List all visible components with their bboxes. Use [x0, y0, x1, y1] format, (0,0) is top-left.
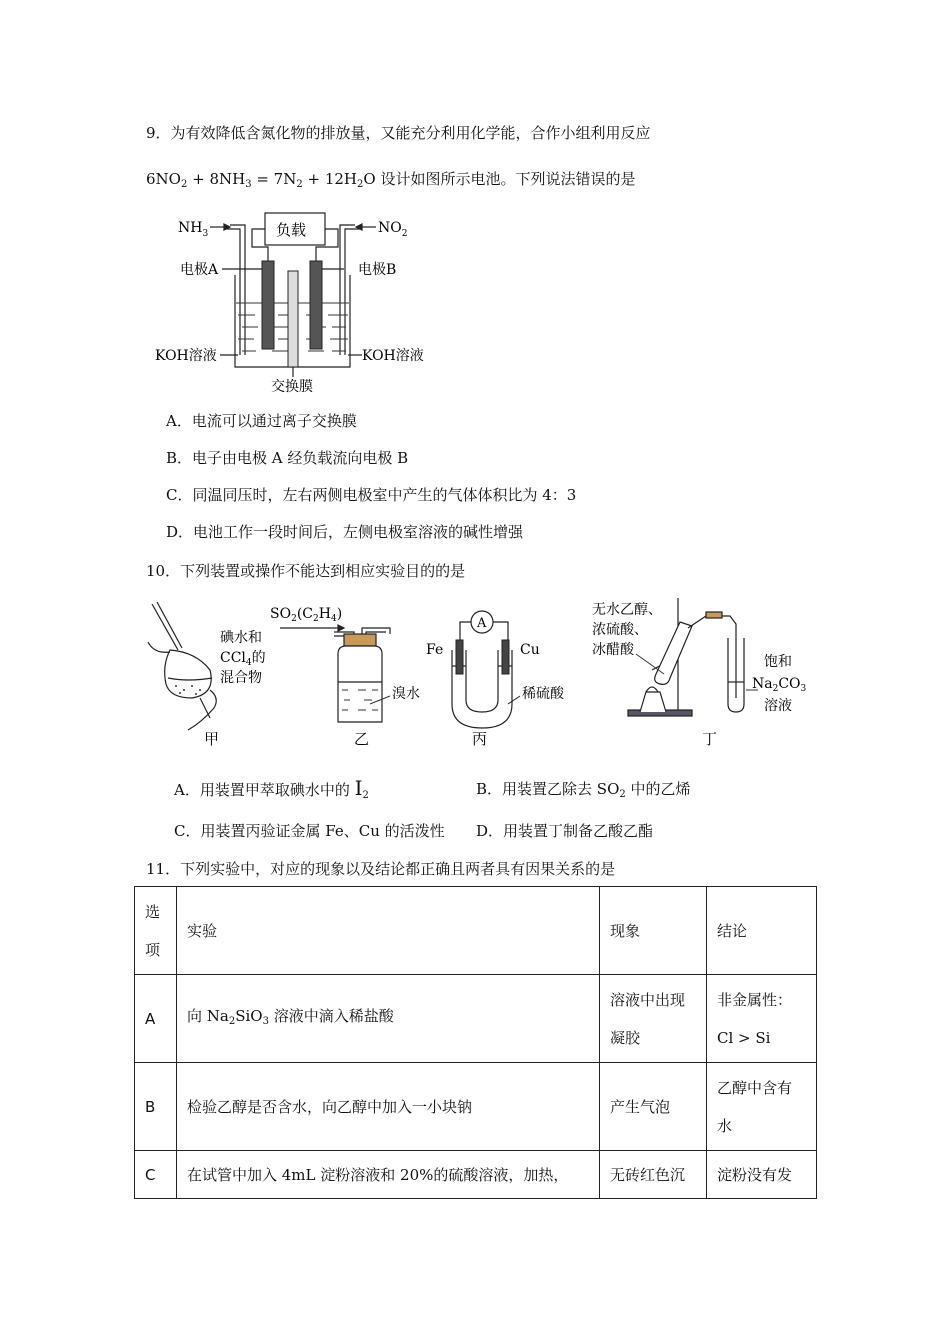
jia-label-2: CCl$_4$的 — [220, 650, 266, 668]
row-option: C — [135, 1151, 177, 1199]
q11-stem: 11．下列实验中，对应的现象以及结论都正确且两者具有因果关系的是 — [146, 860, 616, 878]
exchange-membrane — [288, 271, 298, 367]
apparatus-yi — [280, 625, 390, 722]
ding-label-3: 冰醋酸 — [592, 642, 634, 658]
row-experiment: 在试管中加入 4mL 淀粉溶液和 20%的硫酸溶液，加热， — [177, 1151, 600, 1199]
electrode-a — [262, 261, 274, 349]
nh3-label: $NH_3$ — [178, 220, 209, 239]
experiment-table — [134, 886, 817, 1199]
q10-option-d[interactable]: D．用装置丁制备乙酸乙酯 — [476, 822, 654, 840]
header-option: 选 项 — [135, 887, 177, 975]
header-experiment: 实验 — [177, 887, 600, 975]
ammeter-label: A — [477, 616, 487, 631]
ding-label-r3: 溶液 — [764, 698, 792, 714]
table-row — [135, 975, 817, 1063]
row-experiment: 检验乙醇是否含水，向乙醇中加入一小块钠 — [177, 1063, 600, 1151]
koh-left-label: KOH溶液 — [155, 348, 217, 364]
electrode-b-label: 电极B — [358, 262, 397, 278]
caption-yi: 乙 — [354, 730, 370, 748]
electrode-a-label: 电极A — [180, 262, 219, 278]
row-experiment: 向 $Na_2SiO_3$ 溶液中滴入稀盐酸 — [177, 975, 600, 1063]
row-phenomenon: 无砖红色沉 — [600, 1151, 707, 1199]
yi-gas-label: $SO_2(C_2H_4)$ — [270, 606, 343, 624]
q10-option-a[interactable]: A．用装置甲萃取碘水中的 $I_2$ — [174, 776, 369, 801]
q9-option-b[interactable]: B．电子由电极 A 经负载流向电极 B — [166, 449, 409, 467]
koh-right-label: KOH溶液 — [362, 348, 424, 364]
fe-electrode — [456, 640, 463, 674]
equation: $6NO_2 + 8NH_3 = 7N_2 + 12H_2O$ — [146, 170, 376, 190]
jia-label-3: 混合物 — [220, 670, 262, 686]
row-phenomenon: 溶液中出现 凝胶 — [600, 975, 707, 1063]
apparatus-figure — [140, 594, 820, 756]
jia-label-1: 碘水和 — [220, 630, 262, 646]
header-conclusion: 结论 — [707, 887, 817, 975]
load-label: 负载 — [276, 221, 307, 239]
table-row — [135, 1151, 817, 1199]
q10-option-b[interactable]: B．用装置乙除去 $SO_2$ 中的乙烯 — [476, 780, 691, 800]
q9-stem-line2: $6NO_2 + 8NH_3 = 7N_2 + 12H_2O$ 设计如图所示电池。下列说法错误的是 — [146, 170, 636, 190]
ding-label-2: 浓硫酸、 — [592, 622, 648, 638]
electrode-b — [310, 261, 322, 349]
row-conclusion: 乙醇中含有 水 — [707, 1063, 817, 1151]
row-option: B — [135, 1063, 177, 1151]
row-conclusion: 淀粉没有发 — [707, 1151, 817, 1199]
row-phenomenon: 产生气泡 — [600, 1063, 707, 1151]
fe-label: Fe — [426, 642, 444, 658]
ding-label-1: 无水乙醇、 — [592, 602, 662, 618]
table-row — [135, 1063, 817, 1151]
q9-option-a[interactable]: A．电流可以通过离子交换膜 — [166, 412, 357, 430]
ding-label-r2: $Na_2CO_3$ — [752, 676, 807, 694]
apparatus-jia — [148, 602, 216, 730]
fuel-cell-diagram — [150, 205, 450, 395]
caption-bing: 丙 — [472, 730, 488, 748]
membrane-label: 交换膜 — [271, 379, 313, 395]
no2-label: $NO_2$ — [378, 220, 408, 239]
row-option: A — [135, 975, 177, 1063]
bing-acid-label: 稀硫酸 — [522, 686, 564, 702]
yi-liquid-label: 溴水 — [392, 686, 420, 702]
q9-option-d[interactable]: D．电池工作一段时间后，左侧电极室溶液的碱性增强 — [166, 523, 524, 541]
header-phenomenon: 现象 — [600, 887, 707, 975]
row-conclusion: 非金属性： Cl > Si — [707, 975, 817, 1063]
q9-stem-line1: 9．为有效降低含氮化物的排放量，又能充分利用化学能，合作小组利用反应 — [146, 124, 651, 142]
caption-jia: 甲 — [204, 730, 220, 748]
table-header-row — [135, 887, 817, 975]
q10-stem: 10．下列装置或操作不能达到相应实验目的的是 — [146, 562, 466, 580]
ding-label-r1: 饱和 — [764, 654, 792, 670]
cu-electrode — [502, 640, 509, 674]
caption-ding: 丁 — [702, 730, 718, 748]
q10-option-c[interactable]: C．用装置丙验证金属 Fe、Cu 的活泼性 — [174, 822, 445, 840]
cu-label: Cu — [520, 642, 540, 658]
q9-option-c[interactable]: C．同温同压时，左右两侧电极室中产生的气体体积比为 4：3 — [166, 486, 577, 504]
